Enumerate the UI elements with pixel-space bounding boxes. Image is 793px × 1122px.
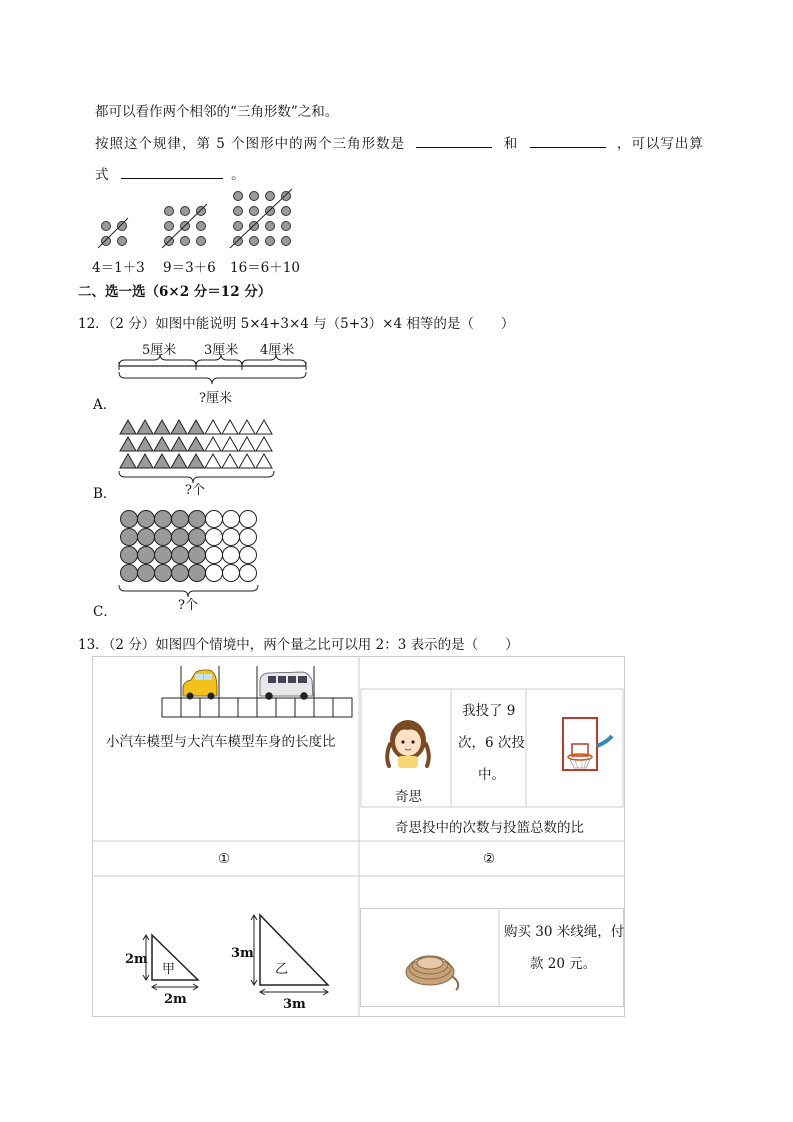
jia-height-label: 2m bbox=[125, 952, 148, 967]
segment-label-5cm: 5厘米 bbox=[142, 343, 177, 358]
speech-line-2: 次，6 次投 bbox=[458, 735, 525, 751]
yi-base-label: 3m bbox=[283, 997, 306, 1010]
jia-name: 甲 bbox=[162, 962, 176, 977]
dot-figure-3 bbox=[230, 189, 292, 248]
q12-option-a-figure bbox=[112, 336, 322, 410]
speech-line-1: 我投了 9 bbox=[462, 703, 516, 719]
option-b-total: ?个 bbox=[185, 483, 205, 496]
answer-blank-3[interactable] bbox=[121, 164, 223, 179]
rope-coil-icon bbox=[406, 956, 458, 990]
dot-caption-1: 4＝1＋3 bbox=[92, 260, 145, 276]
segment-label-3cm: 3厘米 bbox=[204, 343, 239, 358]
cell3-area bbox=[100, 900, 355, 1012]
small-car-icon bbox=[183, 670, 217, 700]
cell1-number[interactable]: ① bbox=[218, 851, 231, 867]
cell2-caption: 奇思投中的次数与投篮总数的比 bbox=[395, 820, 584, 836]
option-a-total: ?厘米 bbox=[199, 391, 232, 406]
q12-option-c-label[interactable]: C． bbox=[93, 604, 117, 620]
section-title: 二、选一选（6×2 分＝12 分） bbox=[78, 284, 272, 300]
intro-line-2-tail: ，可以写出算 bbox=[616, 136, 704, 152]
jia-base-label: 2m bbox=[164, 992, 187, 1007]
yi-name: 乙 bbox=[275, 962, 289, 977]
intro-line-2 bbox=[95, 132, 704, 152]
answer-blank-2[interactable] bbox=[530, 133, 606, 148]
segment-label-4cm: 4厘米 bbox=[260, 343, 295, 358]
q12-option-b-label[interactable]: B． bbox=[93, 486, 117, 502]
q12-option-b-figure bbox=[112, 416, 282, 496]
yi-height-label: 3m bbox=[231, 946, 254, 961]
intro-line-3-end: 。 bbox=[231, 167, 245, 183]
cell2-number[interactable]: ② bbox=[483, 851, 496, 867]
girl-avatar-icon bbox=[387, 720, 429, 768]
q12-option-a-label[interactable]: A． bbox=[93, 397, 117, 413]
option-c-total: ?个 bbox=[178, 598, 198, 613]
car-models-figure bbox=[162, 666, 352, 717]
cell1-caption: 小汽车模型与大汽车模型车身的长度比 bbox=[106, 734, 336, 750]
circle-grid bbox=[121, 511, 257, 582]
dot-figures bbox=[92, 186, 302, 254]
intro-line-1: 都可以看作两个相邻的“三角形数”之和。 bbox=[95, 104, 339, 120]
large-car-icon bbox=[260, 672, 313, 700]
dot-figure-2 bbox=[162, 204, 207, 248]
intro-line-2-and: 和 bbox=[503, 136, 519, 152]
intro-line-3 bbox=[95, 163, 245, 183]
intro-line-2-text: 按照这个规律，第 5 个图形中的两个三角形数是 bbox=[95, 136, 406, 152]
intro-line-3-text: 式 bbox=[95, 167, 109, 183]
dot-caption-2: 9＝3＋6 bbox=[163, 260, 216, 276]
q13-stem: 13．（2 分）如图四个情境中，两个量之比可以用 2：3 表示的是（ ） bbox=[78, 637, 519, 653]
speech-line-3: 中。 bbox=[478, 767, 505, 783]
q12-option-c-figure bbox=[112, 506, 272, 616]
dot-caption-3: 16＝6＋10 bbox=[230, 260, 300, 276]
cell4-line-2: 款 20 元。 bbox=[530, 956, 597, 972]
triangle-grid bbox=[120, 420, 272, 468]
basketball-hoop-icon bbox=[563, 718, 612, 770]
cell4-line-1: 购买 30 米线绳，付 bbox=[504, 924, 625, 940]
q12-stem: 12．（2 分）如图中能说明 5×4+3×4 与（5+3）×4 相等的是（ ） bbox=[78, 316, 515, 332]
dot-figure-1 bbox=[98, 218, 128, 248]
girl-name: 奇思 bbox=[395, 789, 422, 805]
answer-blank-1[interactable] bbox=[416, 133, 492, 148]
